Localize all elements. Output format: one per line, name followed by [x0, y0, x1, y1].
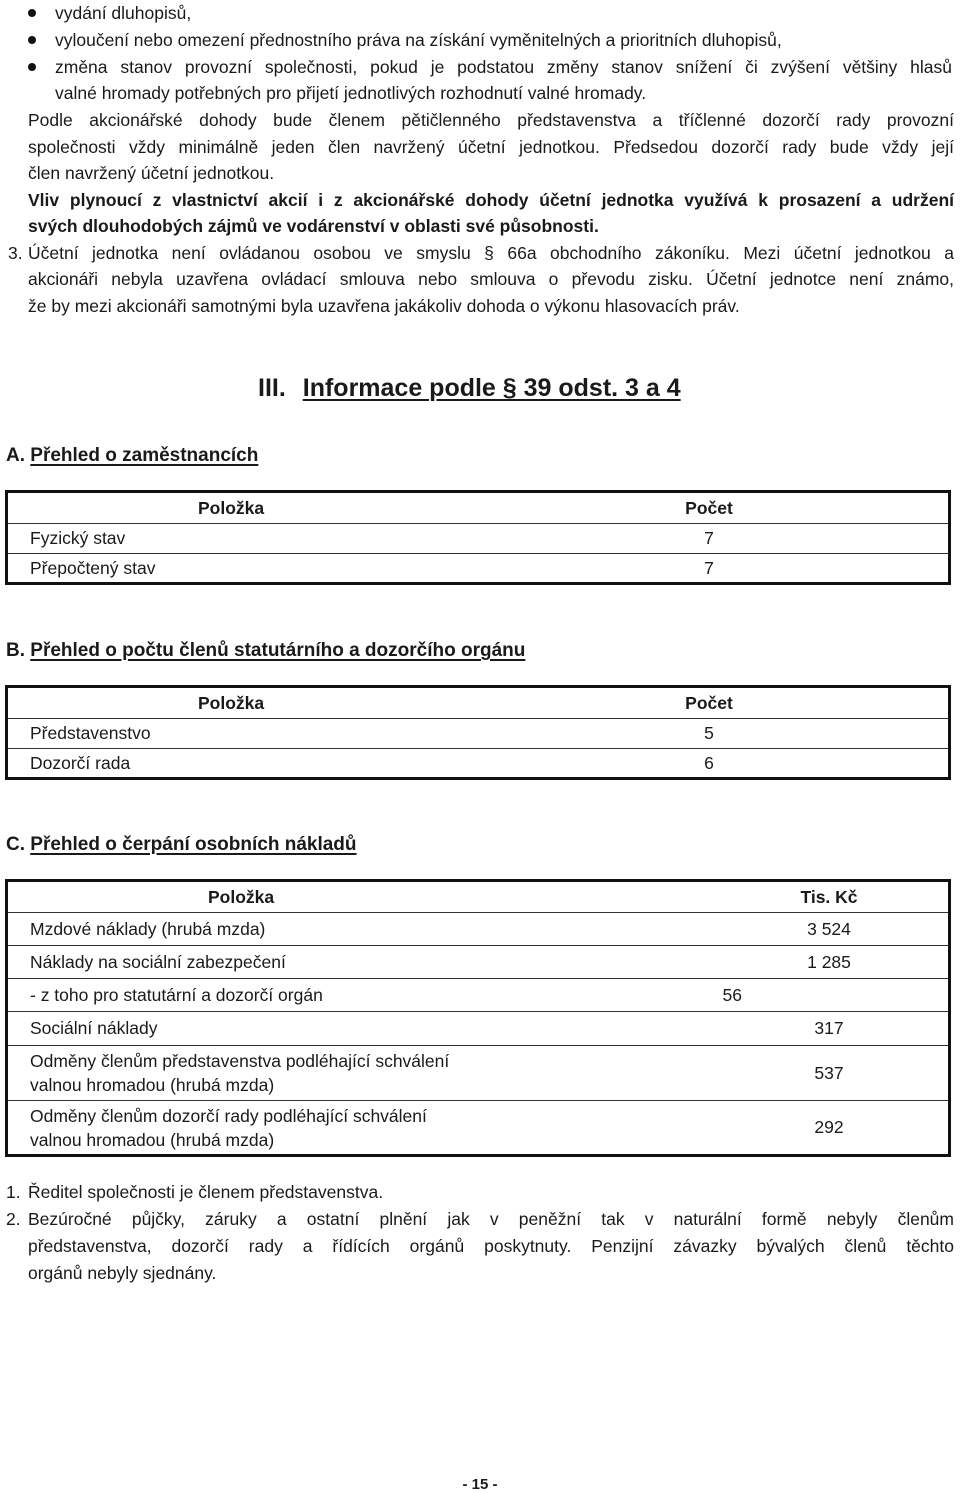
- column-header: Počet: [685, 497, 733, 518]
- row-value: 292: [692, 1101, 950, 1156]
- row-label: [7, 1046, 693, 1101]
- bullet-item: změna stanov provozní společnosti, pokud je podstatou změny stanov snížení či zvýšení většiny hlasů: [55, 57, 952, 77]
- table-row: [7, 554, 950, 584]
- section-title: Informace podle § 39 odst. 3 a 4: [302, 374, 681, 402]
- section-letter: A.: [6, 445, 25, 466]
- row-label: - z toho pro statutární a dozorčí orgán: [7, 979, 693, 1012]
- row-value: 5: [452, 719, 950, 749]
- row-value: 317: [692, 1012, 950, 1046]
- bullet-item: vyloučení nebo omezení přednostního práva na získání vyměnitelných a prioritních dluhopisů,: [55, 30, 782, 50]
- row-label-line: valnou hromadou (hrubá mzda): [30, 1129, 275, 1150]
- row-value: 7: [452, 554, 950, 584]
- personnel-costs-table: [5, 879, 951, 1157]
- section-c-title: Přehled o čerpání osobních nákladů: [30, 834, 357, 855]
- table-row: [7, 946, 950, 979]
- bullet-icon: [28, 36, 36, 44]
- row-label-line: Odměny členům představenstva podléhající schválení: [30, 1051, 450, 1071]
- row-label-line: Odměny členům dozorčí rady podléhající schválení: [30, 1105, 427, 1126]
- paragraph-line: člen navržený účetní jednotkou.: [28, 163, 275, 183]
- column-header: Počet: [685, 692, 733, 713]
- item-line: Účetní jednotka není ovládanou osobou ve smyslu § 66a obchodního zákoníku. Mezi účetní jednotkou a: [28, 243, 954, 263]
- table-row: [7, 749, 950, 779]
- section-roman: III.: [258, 374, 286, 402]
- employees-table: [5, 490, 951, 585]
- table-row: [7, 524, 950, 554]
- table-header-row: [7, 492, 950, 524]
- row-label: Dozorčí rada: [7, 749, 453, 779]
- section-heading: [258, 374, 681, 403]
- table-row: [7, 1101, 950, 1156]
- column-header: Položka: [198, 497, 265, 518]
- section-a-title: Přehled o zaměstnancích: [30, 445, 259, 466]
- row-label-line: valnou hromadou (hrubá mzda): [30, 1075, 275, 1095]
- note-number: 1.: [6, 1182, 21, 1202]
- note-line: orgánů nebyly sjednány.: [28, 1263, 217, 1283]
- row-label: Představenstvo: [7, 719, 453, 749]
- item-line: akcionáři nebyla uzavřena ovládací smlouva nebo smlouva o převodu zisku. Účetní jednotce není známo,: [28, 269, 954, 289]
- bullet-icon: [28, 9, 36, 17]
- bullet-item: vydání dluhopisů,: [55, 3, 192, 23]
- column-header: Položka: [198, 692, 265, 713]
- row-value: 3 524: [692, 913, 950, 946]
- section-letter: C.: [6, 834, 25, 855]
- bullet-icon: [28, 63, 36, 71]
- section-b-heading: [6, 640, 525, 662]
- table-row: [7, 719, 950, 749]
- note-line: představenstva, dozorčí rady a řídících orgánů poskytnuty. Penzijní závazky bývalých členů těchto: [28, 1236, 954, 1256]
- note-line: Bezúročné půjčky, záruky a ostatní plnění jak v peněžní tak v naturální formě nebyly členům: [28, 1209, 954, 1229]
- paragraph-line: Vliv plynoucí z vlastnictví akcií i z akcionářské dohody účetní jednotka využívá k prosazení a udržení: [28, 190, 954, 210]
- note-line: Ředitel společnosti je členem představenstva.: [28, 1182, 384, 1202]
- item-number: 3.: [8, 243, 23, 263]
- page-number: - 15 -: [462, 1476, 498, 1493]
- row-label: Přepočtený stav: [7, 554, 453, 584]
- column-header: Tis. Kč: [800, 886, 858, 907]
- table-row: [7, 979, 950, 1012]
- row-value: 537: [692, 1046, 950, 1101]
- row-value: 7: [452, 524, 950, 554]
- row-value: 56: [692, 979, 950, 1012]
- paragraph-line: společnosti vždy minimálně jeden člen navržený účetní jednotkou. Předsedou dozorčí rady bude vždy její: [28, 137, 954, 157]
- row-label: [7, 1101, 693, 1156]
- bullet-item-continuation: valné hromady potřebných pro přijetí jednotlivých rozhodnutí valné hromady.: [55, 83, 647, 103]
- table-row: [7, 1046, 950, 1101]
- row-label: Fyzický stav: [7, 524, 453, 554]
- note-number: 2.: [6, 1209, 21, 1229]
- section-a-heading: [6, 445, 258, 467]
- row-label: Náklady na sociální zabezpečení: [7, 946, 693, 979]
- table-header-row: [7, 881, 950, 913]
- section-b-title: Přehled o počtu členů statutárního a dozorčího orgánu: [30, 640, 526, 661]
- paragraph-line: svých dlouhodobých zájmů ve vodárenství v oblasti své působnosti.: [28, 216, 599, 236]
- paragraph-line: Podle akcionářské dohody bude členem pětičlenného představenstva a tříčlenné dozorčí rady provozní: [28, 110, 954, 130]
- item-line: že by mezi akcionáři samotnými byla uzavřena jakákoliv dohoda o výkonu hlasovacích práv.: [28, 296, 740, 316]
- table-row: [7, 913, 950, 946]
- members-table: [5, 685, 951, 780]
- section-c-heading: [6, 834, 357, 856]
- section-letter: B.: [6, 640, 25, 661]
- column-header: Položka: [208, 886, 275, 907]
- table-header-row: [7, 687, 950, 719]
- row-label: Sociální náklady: [7, 1012, 693, 1046]
- table-row: [7, 1012, 950, 1046]
- row-value: 6: [452, 749, 950, 779]
- row-label: Mzdové náklady (hrubá mzda): [7, 913, 693, 946]
- row-value: 1 285: [692, 946, 950, 979]
